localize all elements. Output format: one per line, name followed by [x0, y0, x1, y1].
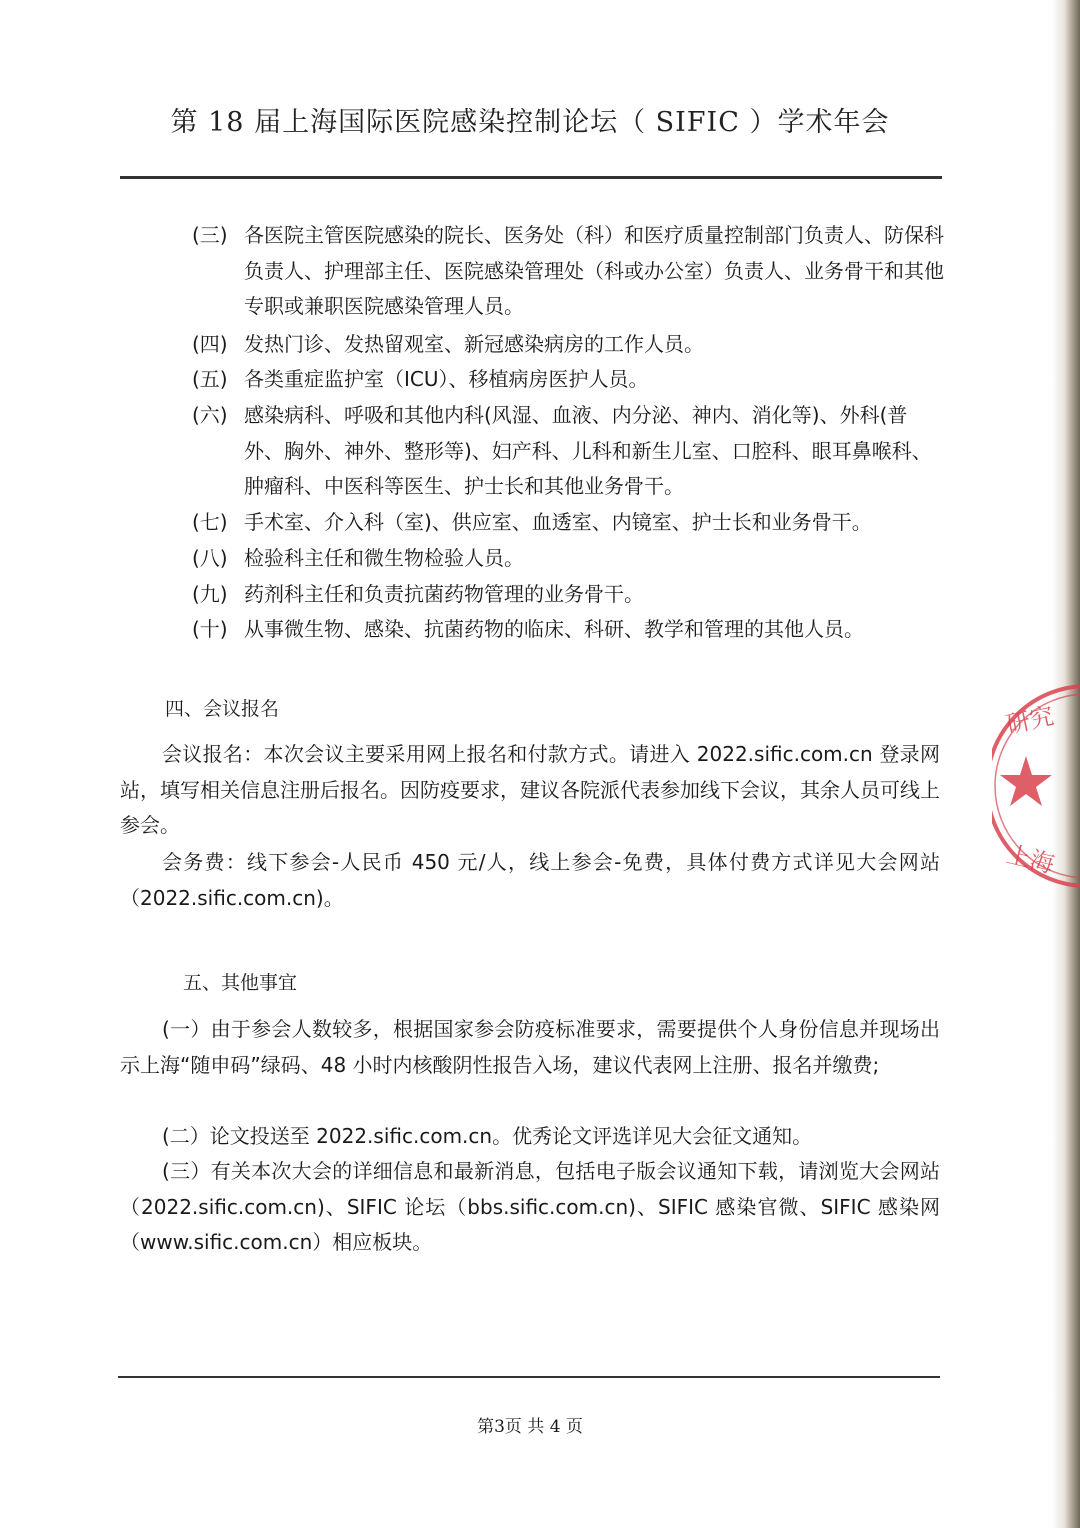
item-text: 感染病科、呼吸和其他内科(风湿、血液、内分泌、神内、消化等)、外科(普外、胸外、神外、整形等)、妇产科、儿科和新生儿室、口腔科、眼耳鼻喉科、肿瘤科、中医科等医生、护士长和其他业务骨干。	[244, 403, 932, 498]
item-text: 从事微生物、感染、抗菌药物的临床、科研、教学和管理的其他人员。	[244, 617, 864, 641]
section-heading-registration: 四、会议报名	[165, 698, 280, 720]
item-marker: (六)	[192, 403, 228, 427]
fee-paragraph: 会务费：线下参会-人民币 450 元/人，线上参会-免费，具体付费方式详见大会网站（2022.sific.com.cn)。	[120, 850, 940, 910]
participant-item-9	[192, 577, 944, 613]
seal-star-icon	[1000, 756, 1052, 806]
item-marker: (五)	[192, 367, 228, 391]
page-number: 第3页 共 4 页	[477, 1417, 583, 1437]
other-item-3: (三）有关本次大会的详细信息和最新消息，包括电子版会议通知下载，请浏览大会网站（2022.sific.com.cn)、SIFIC 论坛（bbs.sific.com.cn)、SIFIC 感染官微、SIFIC 感染网（www.sific.com.cn）相应板块。	[120, 1159, 940, 1254]
item-marker: (三)	[192, 223, 228, 247]
official-seal	[992, 676, 1080, 896]
participant-item-3	[192, 218, 944, 325]
footer-rule	[118, 1376, 940, 1378]
other-item-1: (一）由于参会人数较多，根据国家参会防疫标准要求，需要提供个人身份信息并现场出示上海“随申码”绿码、48 小时内核酸阴性报告入场，建议代表网上注册、报名并缴费;	[120, 1017, 940, 1077]
section-heading-other: 五、其他事宜	[183, 972, 298, 994]
item-marker: (八)	[192, 546, 228, 570]
item-text: 药剂科主任和负责抗菌药物管理的业务骨干。	[244, 582, 644, 606]
item-marker: (九)	[192, 582, 228, 606]
participant-item-10	[192, 612, 944, 648]
item-text: 发热门诊、发热留观室、新冠感染病房的工作人员。	[244, 332, 704, 356]
item-marker: (四)	[192, 332, 228, 356]
header-title: 第 18 届上海国际医院感染控制论坛（ SIFIC ）学术年会	[170, 107, 890, 138]
participant-item-4	[192, 327, 944, 363]
item-marker: (七)	[192, 510, 228, 534]
item-text: 手术室、介入科（室)、供应室、血透室、内镜室、护士长和业务骨干。	[244, 510, 872, 534]
registration-paragraph: 会议报名：本次会议主要采用网上报名和付款方式。请进入 2022.sific.com.cn 登录网站，填写相关信息注册后报名。因防疫要求，建议各院派代表参加线下会议，其余人员可线上参会。	[120, 742, 940, 837]
item-text: 各医院主管医院感染的院长、医务处（科）和医疗质量控制部门负责人、防保科负责人、护理部主任、医院感染管理处（科或办公室）负责人、业务骨干和其他专职或兼职医院感染管理人员。	[244, 223, 944, 318]
item-text: 各类重症监护室（ICU）、移植病房医护人员。	[244, 367, 649, 391]
item-marker: (十)	[192, 617, 228, 641]
participant-item-8	[192, 541, 944, 577]
participant-item-7	[192, 505, 944, 541]
participant-item-5	[192, 362, 944, 398]
seal-text-top: 研究	[1003, 701, 1057, 740]
seal-text-bottom: 上海	[1003, 840, 1057, 879]
participant-item-6	[192, 398, 944, 505]
other-item-2: (二）论文投送至 2022.sific.com.cn。优秀论文评选详见大会征文通知。	[162, 1124, 813, 1148]
header-rule	[120, 176, 942, 179]
item-text: 检验科主任和微生物检验人员。	[244, 546, 524, 570]
